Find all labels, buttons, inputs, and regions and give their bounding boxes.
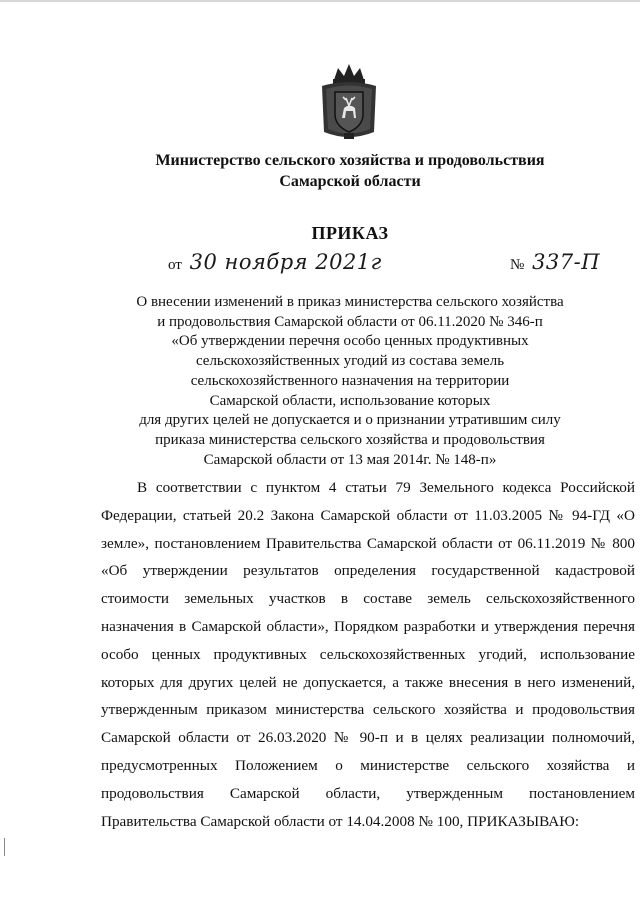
order-body-paragraph: В соответствии с пунктом 4 статьи 79 Земельного кодекса Российской Федерации, статьей 20.2 Закона Самарской области от 11.03.2005 № 94-ГД «О земле», постановлением Правительства Самарской области от 06.11.2019 № 800 «Об утверждении результатов определения государственной кадастровой стоимости земельных участков в составе земель сельскохозяйственного назначения в Самарской области», Порядком разработки и утверждения перечня особо ценных продуктивных сельскохозяйственных угодий, использование которых для других целей не допускается, а также внесения в него изменений, утвержденным приказом министерства сельского хозяйства и продовольствия Самарской области от 26.03.2020 № 90-п и в целях реализации полномочий, предусмотренных Положением о министерстве сельского хозяйства и продовольствия Самарской области, утвержденным постановлением Правительства Самарской области от 14.04.2008 № 100, ПРИКАЗЫВАЮ:: [101, 479, 635, 830]
subject-line: «Об утверждении перечня особо ценных продуктивных: [171, 333, 529, 350]
order-subject: [90, 293, 610, 470]
ministry-header: [110, 150, 590, 192]
ministry-name-line2: Самарской области: [279, 173, 421, 190]
order-number: [510, 250, 600, 274]
number-prefix: №: [510, 257, 525, 273]
date-prefix: от: [168, 257, 182, 273]
subject-line: сельскохозяйственного назначения на территории: [190, 372, 510, 389]
subject-line: для других целей не допускается и о признании утратившим силу: [139, 412, 561, 429]
order-date: [168, 250, 382, 274]
subject-line: Самарской области от 13 мая 2014г. № 148-п»: [203, 451, 497, 468]
top-scan-edge: [0, 0, 640, 2]
subject-line: О внесении изменений в приказ министерства сельского хозяйства: [136, 294, 564, 310]
document-title: ПРИКАЗ: [311, 223, 389, 243]
scan-margin-mark: [4, 838, 5, 856]
date-value: 30 ноября 2021г: [189, 250, 382, 274]
coat-of-arms-icon: [318, 62, 380, 142]
number-value: 337-П: [532, 250, 601, 274]
subject-line: и продовольствия Самарской области от 06.11.2020 № 346-п: [157, 313, 543, 330]
ministry-name-line1: Министерство сельского хозяйства и продовольствия: [155, 152, 545, 169]
subject-line: Самарской области, использование которых: [209, 392, 491, 409]
subject-line: приказа министерства сельского хозяйства и продовольствия: [155, 431, 545, 448]
subject-line: сельскохозяйственных угодий из состава земель: [195, 353, 505, 370]
